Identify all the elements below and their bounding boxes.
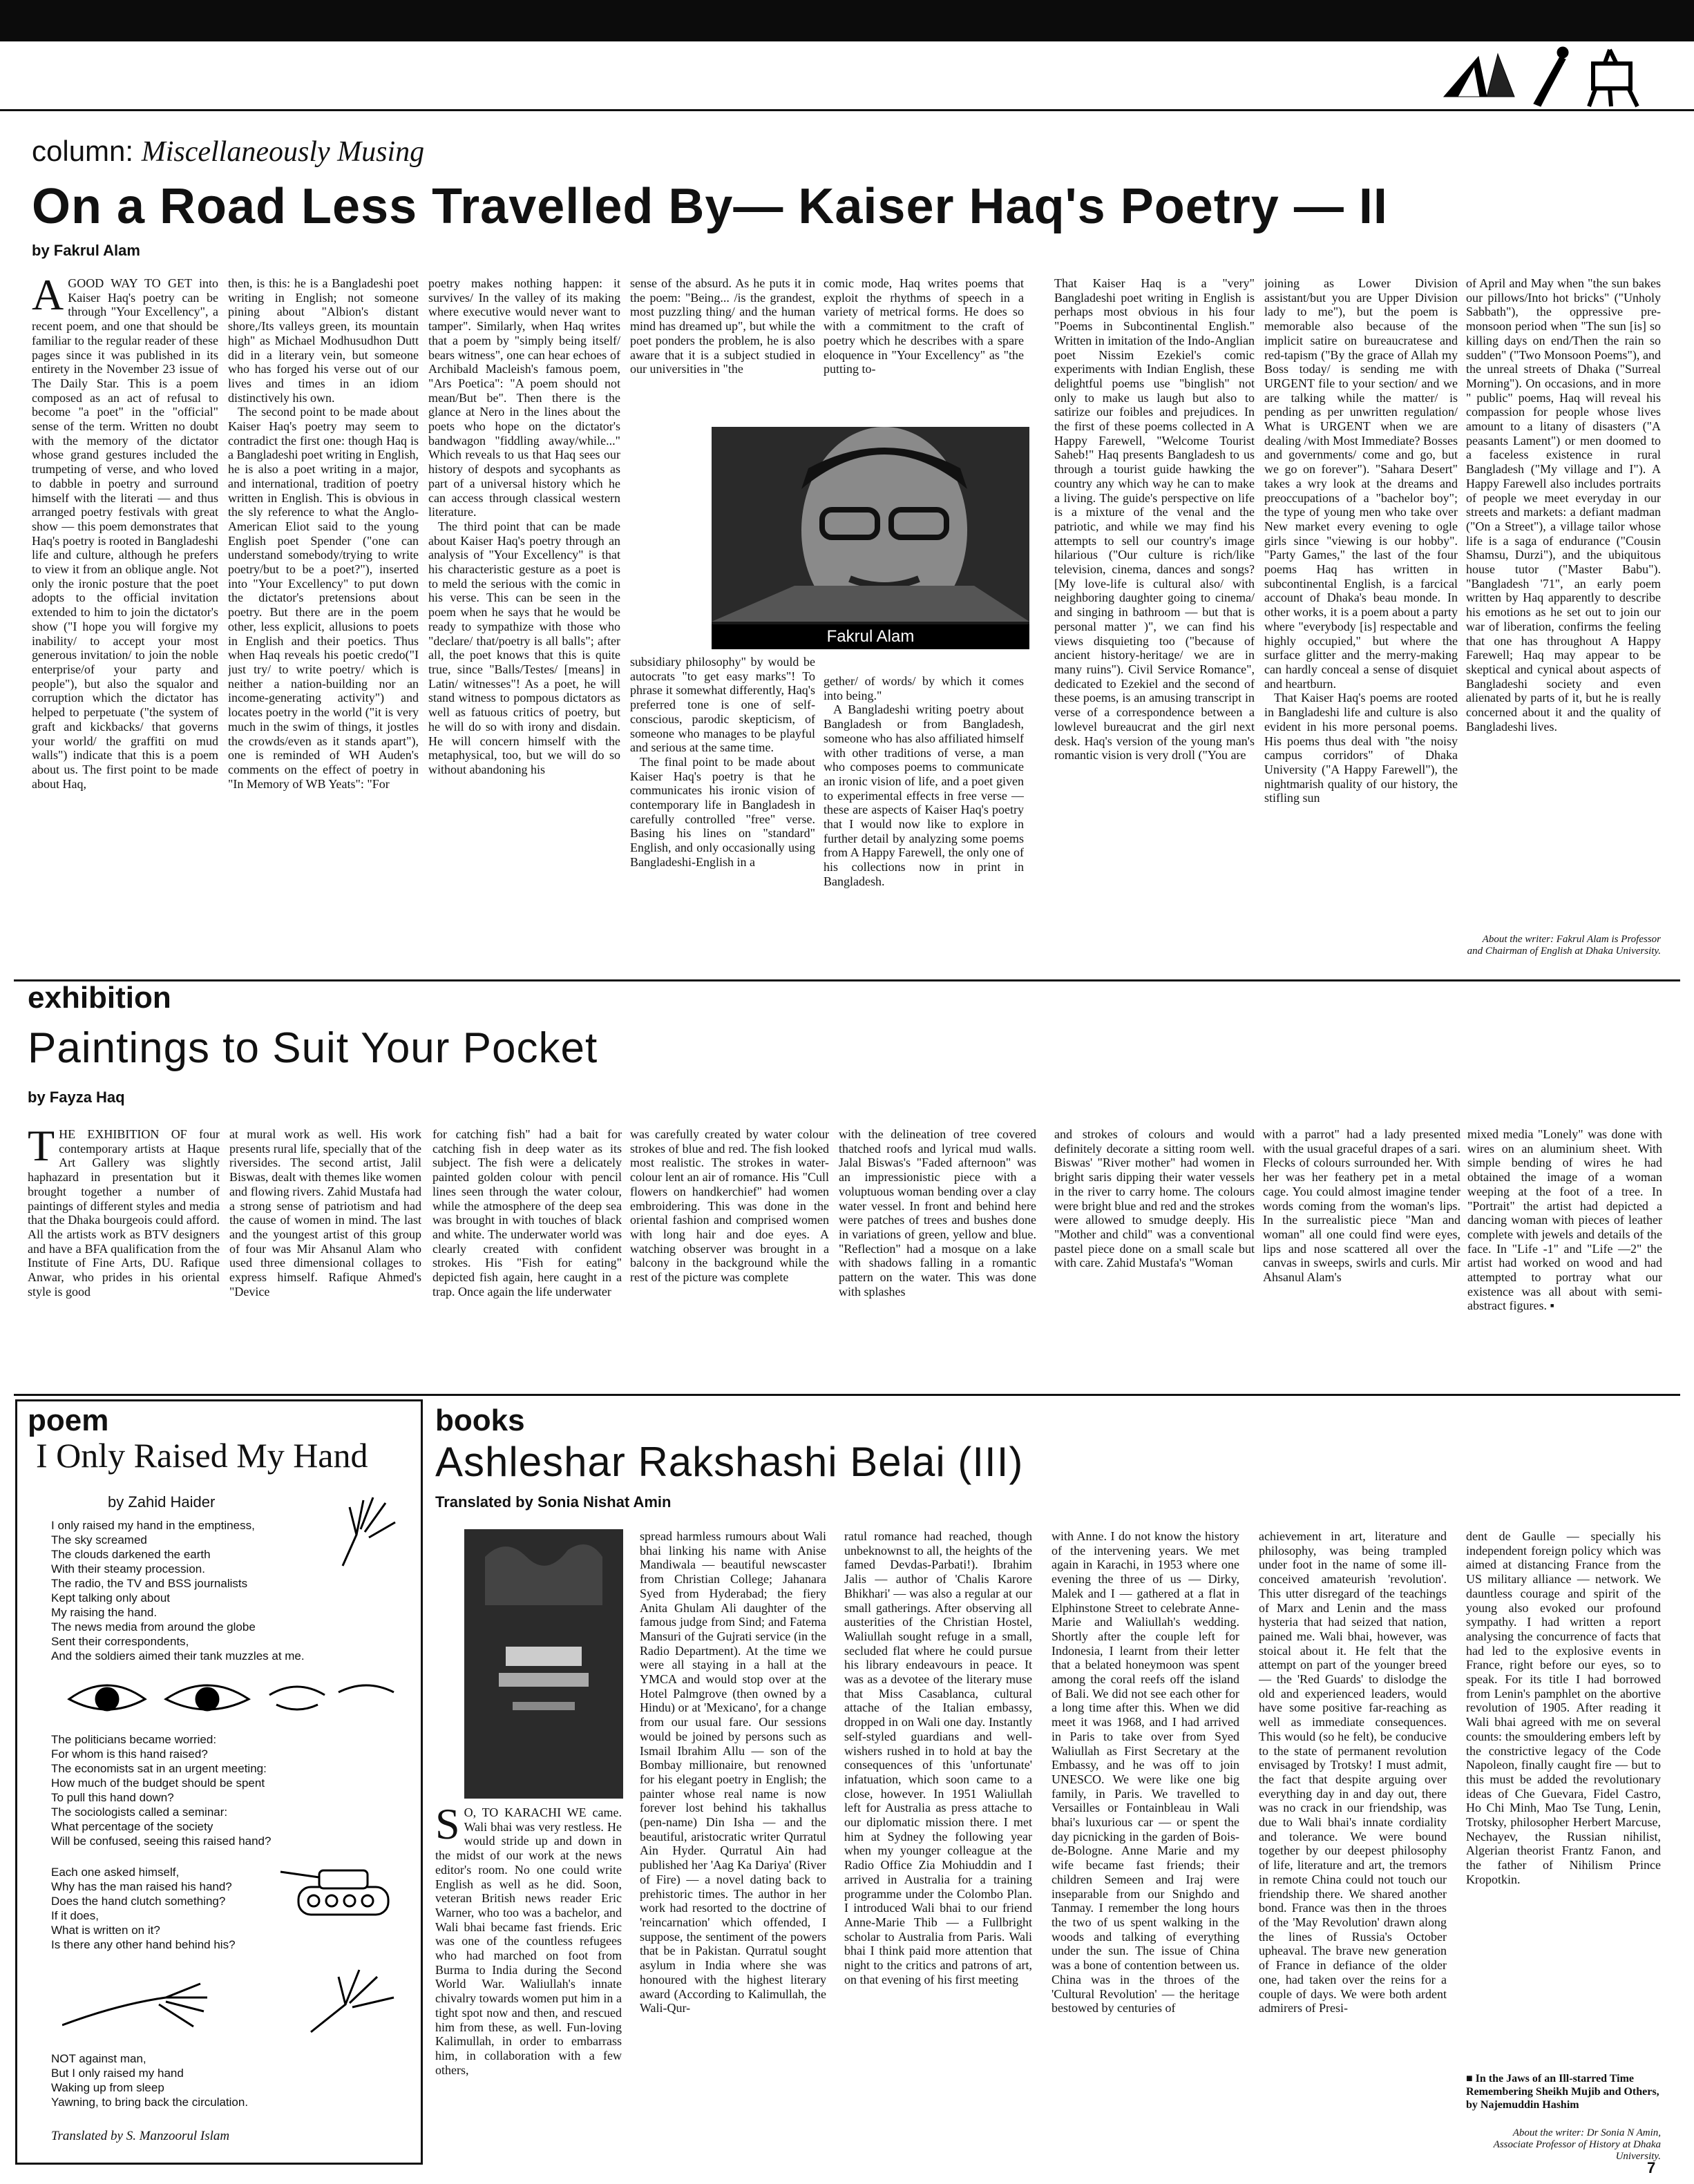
column-col-8 — [1466, 276, 1661, 960]
exhibition-col-6 — [1054, 1127, 1255, 1390]
dropcap: S — [435, 1805, 460, 1848]
column-byline: by Fakrul Alam — [32, 242, 140, 259]
poem-line: Each one asked himself, — [51, 1866, 180, 1879]
exhibition-text-3: for catching fish" had a bait for catching fish in deep water as its subject. The fish were a delicately painted golden colour with pencil lines seen through the water colour, while the atmosphere of the deep sea was brought in with touches of black and white. The underwater world was clearly created with confident strokes. His "Fish for eating" depicted fish again, here caught in a trap. Once again the life underwater — [432, 1127, 622, 1299]
poem-line: The clouds darkened the earth — [51, 1548, 211, 1561]
exhibition-col-1 — [28, 1127, 220, 1390]
poem-line: Sent their correspondents, — [51, 1635, 189, 1648]
books-col-6 — [1466, 1529, 1661, 2068]
poem-line: Kept talking only about — [51, 1591, 171, 1605]
column-text-2: then, is this: he is a Bangladeshi poet writing in English; not someone pining about "Albion's distant shore,/Its valleys green, its mountain high" as Michael Modhusudhon Dutt did in a literary vein, but someone who has forged his verse out of our lives and times in an idiom distinctively his own. — [228, 276, 419, 405]
poem-line: What is written on it? — [51, 1924, 160, 1937]
column-text-14: That Kaiser Haq's poems are rooted in Bangladeshi life and culture is also evident in his more personal poems. His poems thus deal with "the noisy campus corridors" of Dhaka University ("A Happy Farewell"), the nightmarish quality of our history, the stifling sun — [1264, 691, 1458, 805]
column-col-7 — [1264, 276, 1458, 970]
section-rule-2 — [14, 1394, 1680, 1396]
poem-line: And the soldiers aimed their tank muzzles at me. — [51, 1649, 305, 1663]
column-text-6: sense of the absurd. As he puts it in the poem: "Being... /is the grandest, most puzzling thing/ and the human mind has dreamed up", but while the poet ponders the problem, he is also aware that it is a subject studied in our universities in "the — [630, 276, 815, 376]
end-mark: ▪ — [1550, 1299, 1554, 1313]
poem-translator: Translated by S. Manzoorul Islam — [51, 2129, 230, 2143]
column-col-6 — [1054, 276, 1255, 970]
column-col-3 — [428, 276, 620, 970]
books-section-label: books — [435, 1404, 525, 1437]
poem-line: Will be confused, seeing this raised hand? — [51, 1835, 272, 1848]
exhibition-col-8 — [1467, 1127, 1662, 1390]
books-col-2 — [640, 1529, 826, 2165]
poem-line: The news media from around the globe — [51, 1620, 256, 1634]
poem-line: If it does, — [51, 1909, 99, 1922]
poem-line: But I only raised my hand — [51, 2067, 184, 2080]
paintbrush-icon — [1534, 47, 1568, 106]
exhibition-headline: Paintings to Suit Your Pocket — [28, 1024, 598, 1072]
poem-stanza-3 — [51, 1865, 286, 1952]
exhibition-col-2 — [229, 1127, 421, 1390]
exhibition-col-5 — [839, 1127, 1036, 1390]
column-kicker — [32, 135, 424, 169]
books-text-4: with Anne. I do not know the history of the intervening years. We met again in Karachi, in 1953 where one evening the three of us — Dirky, Malek and I — gathered at a flat in Elphinstone Street to celebrate Anne-Marie and Waliullah's wedding. Shortly after the couple left for Indonesia, I learnt from their letter that a belated honeymoon was spent among the coral reefs off the island of Bali. We did not see each other for a long time after this. When we did meet it was 1968, and I had arrived in Paris to take over from Syed Waliullah as First Secretary at the Embassy, and he was off to join UNESCO. We were like one big family, in Paris. We travelled to Versailles or Fontainbleau in Wali bhai's luxurious car — or spent the day picnicking in the garden of Bois-de-Bologne. Anne Marie and my wife became fast friends; their children Semeen and Iraj were inseparable from our Snighdo and Tanmay. I remember the long hours the two of us spent walking in the woods and talking of everything under the sun. The issue of China was a bone of contention between us. China was in the throes of the 'Cultural Revolution' — the heritage bestowed by centuries of — [1051, 1529, 1239, 2015]
column-text-3: The second point to be made about Kaiser Haq's poetry may seem to contradict the first one: though Haq is a Bangladeshi poet writing in English, he is also a poet writing in a major, and international, tradition of poetry written in English. This is obvious in the sly reference to what the Anglo-American Eliot said to the young English poet Spender ("one can understand somebody/trying to write poetry/but to be a poet?"), inserted into "Your Excellency" to put down the dictator's pretensions about poetry. But there are in the poem other, less explicit, allusions to poets in English and their poetics. Thus when Haq reveals his poetic credo("I just try/ to write poetry/ which is neither a nation-building nor an income-generating activity") and locates poetry in the world ("it is very much in the swim of things, it jostles the crowds/even as it stands apart"), one is reminded of WH Auden's comments on the effect of poetry in "In Memory of WB Yeats": "For — [228, 405, 419, 791]
eyes-illustration — [55, 1671, 401, 1727]
books-col-5 — [1259, 1529, 1447, 2165]
books-text-5: achievement in art, literature and philosophy, was being trampled under foot in the name of some ill-conceived amateurish 'revolution'. This utter disregard of the teachings of Marx and Lenin and the mass hysteria that had seized that nation, pained me. Wali bhai, however, was stoical about it. He felt that the attempt on part of the younger breed — the 'Red Guards' to dislodge the old and experienced leaders, would have some positive far-reaching as well as immediate consequences. This would (so he felt), be conducive to the state of permanent revolution envisaged by Trotsky! I must admit, the fact that despite arguing over everything day in and day out, there was no crack in our friendship, was due to Wali bhai's innate cordiality and tolerance. We were bound together by our deepest philosophy of life, literature and art, the tremors in remote China could not touch our friendship there. We shared another bond. France was then in the throes of the 'May Revolution' drawn along the lines of Russia's October upheaval. The brave new generation of France in defiance of the older one, had taken over the reins for a couple of days. We were both ardent admirers of Presi- — [1259, 1529, 1447, 2015]
column-text-10: gether/ of words/ by which it comes into being." — [824, 674, 1024, 702]
poem-line: The economists sat in an urgent meeting: — [51, 1762, 267, 1775]
column-about-writer: About the writer: Fakrul Alam is Professor and Chairman of English at Dhaka University. — [1467, 934, 1661, 957]
books-col-3 — [844, 1529, 1032, 2165]
column-col-5-bottom — [824, 674, 1024, 970]
poem-line: The politicians became worried: — [51, 1733, 217, 1746]
poem-stanza-2 — [51, 1732, 397, 1848]
photo-caption: Fakrul Alam — [712, 624, 1029, 649]
dropcap: T — [28, 1127, 55, 1170]
column-text-4: poetry makes nothing happen: it survives/ In the valley of its making where executive would never want to tamper". Similarly, when Haq writes that a poem by "simply being itself/ bears witness", one can hear echoes of Archibald Macleish's famous poem, "Ars Poetica": "A poem should not mean/But be". Then there is the glance at Nero in the lines about the poets who hope on the dictator's bandwagon "fiddling away/while..." Which reveals to us that Haq sees our history of despots and sycophants as part of a universal history which he can access through classical western literature. — [428, 276, 620, 519]
poem-line: The sky screamed — [51, 1533, 147, 1546]
books-text-3: ratul romance had reached, though unbeknownst to all, the heights of the famed Devdas-Parbati!). Ibrahim Jalis — author of 'Chalis Karore Bhikhari' — was also a regular at our small gatherings. After observing all austerities of the Christian Hostel, Waliullah sought refuge in a small, secluded flat where he could pursue his library endeavours in peace. It was as a devotee of the literary muse that Miss Casablanca, cultural attache of the Italian embassy, dropped in on Wali one day. Instantly self-styled guardians and well-wishers rushed in to hold at bay the consequences of this 'unfortunate' infatuation, which soon came to a close, however. In 1951 Waliullah left for Australia as press attache to our diplomatic mission there. I met him at Sydney the following year when my younger colleague at the Radio Office Zia Mohiuddin and I arrived in Australia for a training programme under the Colombo Plan. I introduced Wali bhai to our friend Anne-Marie Thib — a Fullbright scholar to Australia from Paris. Wali bhai I think paid more attention that night to the critics and patrons of art, on that evening of his first meeting — [844, 1529, 1032, 1986]
column-text-9: The final point to be made about Kaiser Haq's poetry is that he communicates his ironic vision of contemporary life in Bangladesh in carefully controlled "free" verse. Basing his lines on "standard" English, and only occasionally using Bangladeshi-English in a — [630, 754, 815, 869]
poem-line: For whom is this hand raised? — [51, 1747, 208, 1761]
column-text-15: of April and May when "the sun bakes our pillows/Into hot bricks" ("Unholy Sabbath"), the oppressive pre-monsoon period when "The sun [is] so killing days on end/Then the rain so sudden" ("Two Monsoon Poems"), and the unreal streets of Dhaka ("Surreal Morning"). On occasions, and in more " public" poems, Haq will reveal his compassion for people whose lives amount to a litany of disasters ("A peasants Lament") or men doomed to a faceless existence in rural Bangladesh ("My village and I"). A Happy Farewell also includes portraits of people we meet everyday in our streets and markets: a defiant madman ("On a Street"), a village tailor whose life is a saga of endurance ("Cousin Shamsu, Durzi"), and the ubiquitous house tutor ("Master Babu"). "Bangladesh '71", an early poem written by Haq apparently to describe his emotions as he set out to join our war of liberation, confirms the feeling that one has throughout A Happy Farewell; Haq may appear to be skeptical and cynical about aspects of Bangladeshi society and even alienated by parts of it, but he is really concerned about it and the quality of Bangladeshi lives. — [1466, 276, 1661, 734]
exhibition-text-7: with a parrot" had a lady presented with the usual graceful drapes of a sari. Flecks of colours surrounded her. With her was her feathery pet in a metal cage. You could almost imagine tender words coming from the woman's lips. In the surrealistic piece "Man and woman" all one could find were eyes, lips and nose scattered all over the canvas in sweeps, swirls and curls. Mir Ahsanul Alam's — [1263, 1127, 1460, 1285]
author-photo — [712, 427, 1029, 646]
column-text-1: GOOD WAY TO GET into Kaiser Haq's poetry can be through "Your Excellency", a recent poem, and one that should be familiar to the regular reader of these pages since it was published in its entirety in the November 23 issue of The Daily Star. This is a poem composed as an act of refusal to become "a poet" in the "official" sense of the term. Written no doubt with the memory of the dictator whose grand gestures included the trumpeting of verse, and who loved to dabble in poetry and surround himself with the literati — and thus arranged poetry festivals with great show — this poem demonstrates that Haq's poetry is rooted in Bangladeshi life and culture, although he prefers to view it from an oblique angle. Not only the ironic posture that the poet adopts to the official invitation extended to him to join the dictator's show ("I hope you will forgive my inability/ to accept your most generous invitation/ to join the noble enterprise/of your party and people"), but also the squalor and corruption which the dictator has helped to perpetuate ("the system of graft and kickbacks/ that governs your world/ the graffiti on mud walls") indicate that this is a poem about us. The first point to be made about Haq, — [32, 276, 218, 791]
exhibition-byline: by Fayza Haq — [28, 1089, 125, 1106]
poem-line: NOT against man, — [51, 2052, 146, 2065]
column-text-7: comic mode, Haq writes poems that exploit the rhythms of speech in a variety of metrical forms. He does so with a commitment to the craft of poetry which he describes with a spare eloquence in "Your Excellency" as "the putting to- — [824, 276, 1024, 376]
column-text-12: That Kaiser Haq is a "very" Bangladeshi poet writing in English is perhaps most obvious in his four "Poems in Subcontinental English." Written in imitation of the Indo-Anglian poet Nissim Ezekiel's comic experiments with Indian English, these delightful poems use "binglish" not only to make us laugh but also to satirize our foibles and prejudices. In the first of these poems collected in A Happy Farewell, "Welcome Tourist Saheb!" Haq presents Bangladesh to us through a tourist guide hawking the country any which way he can to make a living. The guide's perspective on life is a mixture of the venal and the patriotic, and while we may find his attempts to sell our country's image hilarious ("Our culture is rich/like television, cinema, dances and songs? [My love-life is cultural also/ with neighboring daughter going to cinema/ and singing in bathroom — but that is personal matter )", we can find his views disquieting too ("because of ancient history-heritage/ we are in many ruins"). Civil Service Romance", dedicated to Ezekiel and the second of these poems, is an amusing transcript in verse of a correspondence between a lowlevel bureaucrat and the girl next desk. Haq's version of the young man's romantic vision is very droll ("You are — [1054, 276, 1255, 763]
column-col-4-top — [630, 276, 815, 427]
tank-illustration — [278, 1859, 402, 1922]
books-col-1 — [435, 1805, 622, 2165]
exhibition-col-3 — [432, 1127, 622, 1390]
books-text-6: dent de Gaulle — specially his independent foreign policy which was aimed at distancing France from the US military alliance — network. We dauntless courage and spirit of the young also evoked our profound sympathy. I had written a report analysing the concurrence of facts that had led to the explosive events in France, right before our eyes, so to speak. For its title I had borrowed from Lenin's pamphlet on the abortive revolution of 1905. After reading it Wali bhai agreed with me on several counts: the smouldering embers left by the constrictive legacy of the Code Napoleon, finally caught fire — but to this must be added the revolutionary ideas of Che Guevara, Fidel Castro, Ho Chi Minh, Mao Tse Tung, Lenin, Trotsky, philosopher Herbert Marcuse, Nechayev, the Russian nihilist, Algerian theorist Frantz Fanon, and the father of Nihilism Prince Kropotkin. — [1466, 1529, 1661, 1886]
poem-line: The sociologists called a seminar: — [51, 1805, 228, 1819]
poem-stanza-1 — [51, 1518, 355, 1663]
column-text-13: joining as Lower Division assistant/but you are Upper Division lady to me"), but the poem is memorable also because of the implicit satire on bureaucratese and red-tapism ("By the grace of Allah my Boss today/ is sending me with URGENT file to your section/ and we are talking while the matter/ is pending as per unwritten regulation/ What is URGENT when we are dealing /with Most Immediate? Bosses and governments/ come and go, but we go on forever"). "Sahara Desert" takes a wry look at the dreams and preoccupations of a "bachelor boy"; the type of young men who take over New market every evening to ogle girls since "viewing is our hobby". "Party Games," the last of the four poems Haq has written in subcontinental English, is a farcical account of Dhaka's beau monde. In other works, it is a poem about a party where "everybody [is] respectable and highly occupied," but where the surface glitter and the merry-making can hardly conceal a sense of disquiet and heartburn. — [1264, 276, 1458, 691]
poem-line: With their steamy procession. — [51, 1562, 205, 1575]
poem-line: I only raised my hand in the emptiness, — [51, 1519, 255, 1532]
exhibition-text-6: and strokes of colours and would definitely decorate a sitting room well. Biswas' "River mother" had women in bright saris dipping their water vessels in the river to carry home. The colours were bright blue and red and the strokes were allowed to smudge deeply. His "Mother and child" was a conventional pastel piece done on a small scale but with care. Zahid Mustafa's "Woman — [1054, 1127, 1255, 1270]
poem-title: I Only Raised My Hand — [36, 1436, 368, 1475]
poem-byline: by Zahid Haider — [108, 1493, 216, 1511]
poem-line: My raising the hand. — [51, 1606, 158, 1619]
poem-line: Why has the man raised his hand? — [51, 1880, 232, 1893]
book-cover-image — [464, 1529, 623, 1799]
exhibition-text-5: with the delineation of tree covered thatched roofs and lyrical mud walls. Jalal Biswas's "Faded afternoon" was an impressionistic piece with a voluptuous woman bending over a clay water vessel. In front and behind here were patches of trees and bushes done in variations of green, yellow and blue. "Reflection" had a mosque on a lake with shadows falling in a romantic pattern on the water. This was done with splashes — [839, 1127, 1036, 1299]
books-text-2: spread harmless rumours about Wali bhai linking his name with Anise Mandiwala — beautiful newscaster from Christian College; Jahanara Syed from Hyderabad; the fiery Anita Ghulam Ali daughter of the famous judge from Sind; and Fatema Mansuri of the Gujrati service (in the Radio Department). At the time we were all staying in a hall at the YMCA and would stop over at the Hotel Palmgrove (then owned by a Hindu) or at 'Mexicano', for a change from our usual fare. Our sessions would be joined by persons such as Ismail Ibrahim Allu — son of the Bombay millionaire, but renowned for his elegant poetry in English; the painter whose real name is now forever lost behind his takhallus (pen-name) Din Isha — and the beautiful, aristocratic writer Qurratul Ain Hyder. Qurratul Ain had published her 'Aag Ka Dariya' (River of Fire) — a novel dating back to prehistoric times. The author in her work had resorted to the doctrine of 'reincarnation' which offended, I suppose, the sentiment of the powers that be in Pakistan. Qurratul sought asylum in India where she was honoured with the highest literary award (According to Kalimullah, the Wali-Qur- — [640, 1529, 826, 2015]
books-headline: Ashleshar Rakshashi Belai (III) — [435, 1439, 1024, 1485]
books-byline: Translated by Sonia Nishat Amin — [435, 1493, 672, 1511]
books-col-4 — [1051, 1529, 1239, 2165]
easel-icon — [1589, 50, 1637, 106]
exhibition-text-4: was carefully created by water colour strokes of blue and red. The fish looked most realistic. The strokes in water-colour lent an air of romance. His "Cull flowers on handkerchief" had women embroidering. This was done in the oriental fashion and comprised women with long hair and doe eyes. A watching observer was brought in a balcony in the background while the rest of the picture was complete — [630, 1127, 829, 1285]
kicker-label: column: — [32, 135, 134, 167]
kicker-italic: Miscellaneously Musing — [141, 136, 425, 168]
exhibition-text-2: at mural work as well. His work presents rural life, specially that of the riversides. The second artist, Jalil Biswas, dealt with themes like women and flowing rivers. Zahid Mustafa had a strong sense of patriotism and had the cause of women in mind. The last and the youngest artist of this group of four was Mir Ahsanul Alam who used three dimensional collages to express himself. Rafique Ahmed's "Device — [229, 1127, 421, 1299]
dropcap: A — [32, 276, 64, 319]
poem-stanza-4 — [51, 2051, 397, 2109]
poem-section-label: poem — [28, 1404, 109, 1437]
column-col-4-bottom — [630, 655, 815, 970]
poem-line: How much of the budget should be spent — [51, 1776, 265, 1790]
poem-line: The radio, the TV and BSS journalists — [51, 1577, 248, 1590]
column-col-1 — [32, 276, 218, 970]
poem-line: Yawning, to bring back the circulation. — [51, 2096, 249, 2109]
poem-line: Waking up from sleep — [51, 2081, 164, 2094]
exhibition-text-1: HE EXHIBITION OF four contemporary artists at Haque Art Gallery was slightly haphazard in presentation but it brought together a number of paintings of different styles and media that the Dhaka bourgeois could afford. All the artists work as BTV designers and have a BFA qualification from the Institute of Fine Arts, DU. Rafique Anwar, who prides in his oriental style is good — [28, 1127, 220, 1299]
masthead-icons — [1437, 43, 1686, 109]
masthead-band — [0, 0, 1694, 41]
open-book-icon — [1444, 54, 1514, 97]
poem-line: What percentage of the society — [51, 1820, 213, 1833]
books-text-1: O, TO KARACHI WE came. Wali bhai was very restless. He would stride up and down in the midst of our work at the news editor's room. No one could write English as well as he did. Soon, veteran British news reader Eric Warner, who too was a bachelor, and Wali bhai became fast friends. Eric was one of the countless refugees who had marched on foot from Burma to India during the Second World War. Waliullah's innate chivalry towards women put him in a tight spot now and then, and rescued him from these, as well. Fun-loving Kalimullah, in order to embarrass him, in collaboration with a few others, — [435, 1805, 622, 2077]
poem-line: Does the hand clutch something? — [51, 1895, 226, 1908]
hands-illustration — [62, 1963, 408, 2039]
exhibition-text-8: mixed media "Lonely" was done with wires on an aluminium sheet. With simple bending of wires he had obtained the image of a woman weeping at the foot of a tree. In "Portrait" the artist had depicted a dancing woman with pieces of leather complete with jewels and details of the face. In "Life -1" and "Life —2" the artist had worked on wood and had attempted to portray what our existence was all about with semi-abstract figures. — [1467, 1127, 1662, 1313]
column-col-2 — [228, 276, 419, 970]
poem-line: To pull this hand down? — [51, 1791, 174, 1804]
masthead-rule — [0, 109, 1694, 111]
books-about-writer: About the writer: Dr Sonia N Amin, Associate Professor of History at Dhaka University. — [1493, 2127, 1661, 2162]
column-text-5: The third point that can be made about Kaiser Haq's poetry through an analysis of "Your Excellency" is that his characteristic gesture as a poet is to meld the serious with the comic in his verse. This can be seen in the poem when he says that he would be ready to sympathize with those who "declare/ that/poetry is all balls"; after all, the poet knows that this is quite true, since "Balls/Testes/ [means] in Latin/ witnesses"! As a poet, he will stand witness to pompous dictators as well as fatuous critics of poetry, but he will do so with irony and disdain. He will concern himself with the metaphysical, too, but we will do so without abandoning his — [428, 519, 620, 776]
column-text-11: A Bangladeshi writing poetry about Bangladesh or from Bangladesh, someone who has also affiliated himself with other traditions of verse, a man who composes poems to communicate an ironic vision of life, and a poet given to experimental effects in free verse — these are aspects of Kaiser Haq's poetry that I would now like to explore in further detail by analyzing some poems from A Happy Farewell, the only one of his collections now in print in Bangladesh. — [824, 702, 1024, 888]
column-headline: On a Road Less Travelled By— Kaiser Haq's Poetry — II — [32, 179, 1388, 234]
column-col-5-top — [824, 276, 1024, 427]
poem-line: Is there any other hand behind his? — [51, 1938, 236, 1951]
exhibition-col-7 — [1263, 1127, 1460, 1390]
books-footnote: ■ In the Jaws of an Ill-starred Time Remembering Sheikh Mujib and Others, by Najemuddin Hashim — [1466, 2073, 1659, 2111]
exhibition-col-4 — [630, 1127, 829, 1390]
section-rule — [14, 979, 1680, 981]
column-text-8: subsidiary philosophy" by would be autocrats "to get easy marks"! To phrase it somewhat differently, Haq's preferred tone is one of self-conscious, parodic skepticism, of someone who manages to be playful and serious at the same time. — [630, 655, 815, 755]
page-number: 7 — [1647, 2159, 1656, 2176]
exhibition-section-label: exhibition — [28, 981, 171, 1015]
